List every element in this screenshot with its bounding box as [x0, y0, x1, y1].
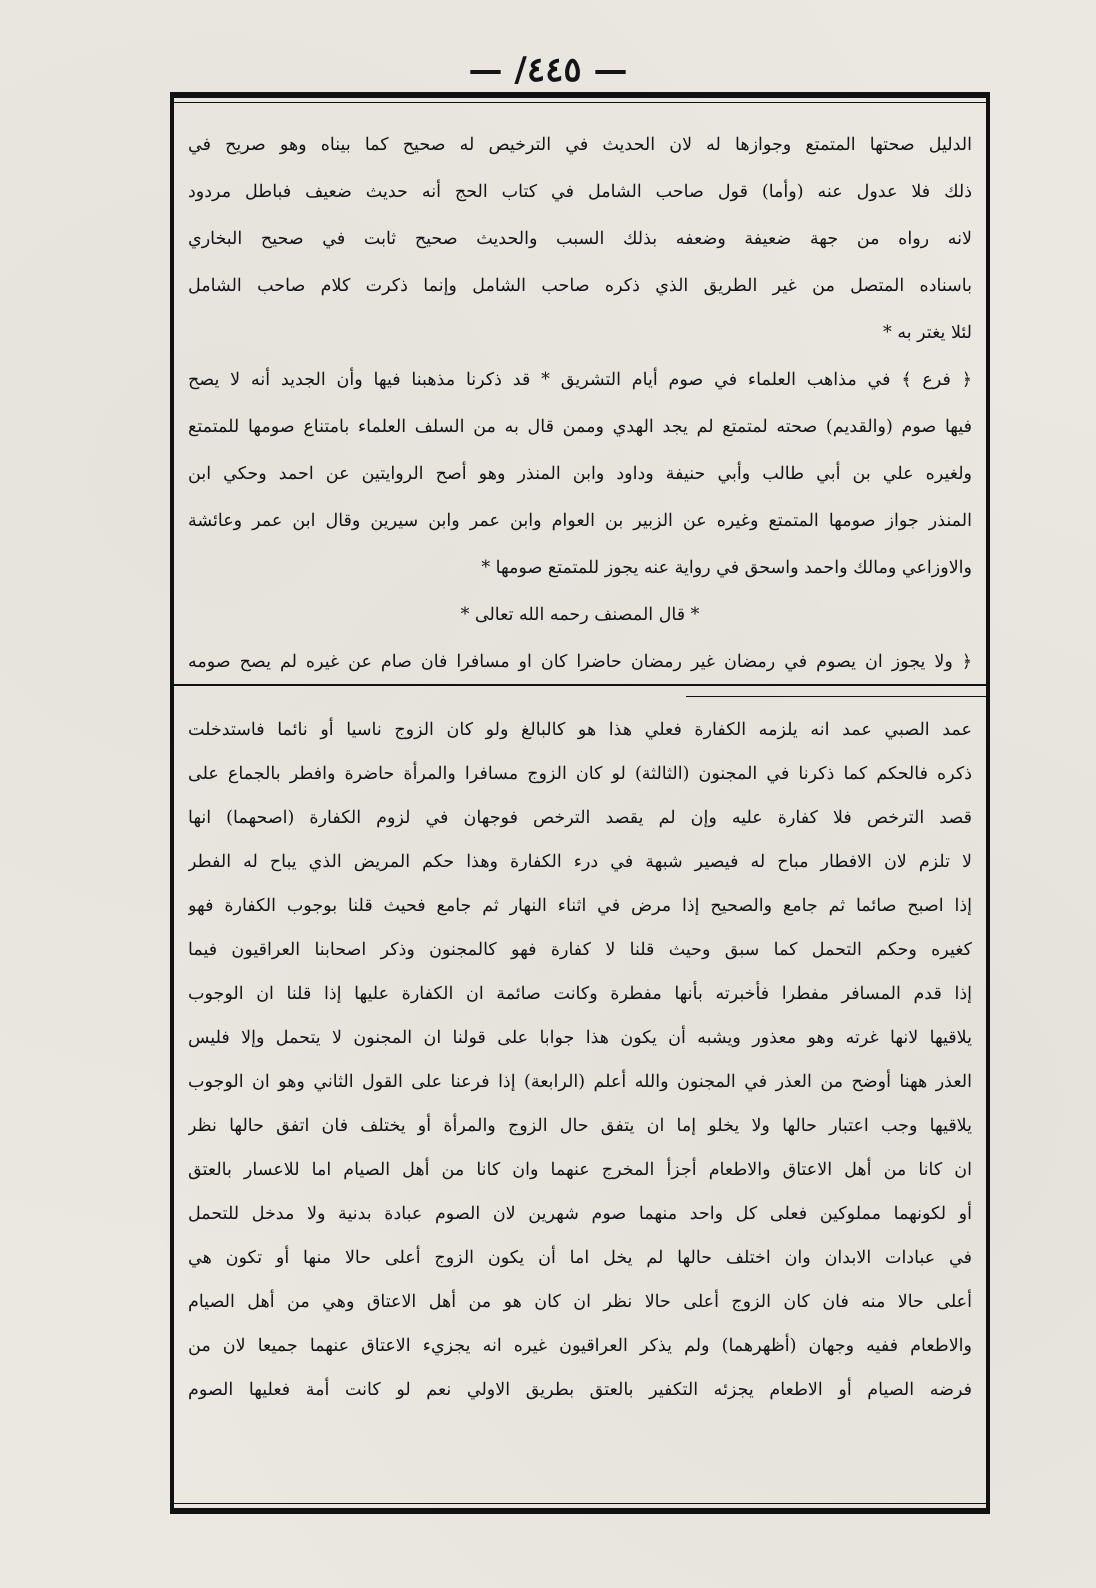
text-line: ذلك فلا عدول عنه (وأما) قول صاحب الشامل في كتاب الحج أنه حديث ضعيف فباطل مردود [188, 182, 972, 202]
text-line: قصد الترخص فلا كفارة عليه وإن لم يقصد الترخص فوجهان في لزوم الكفارة (اصحهما) انها [188, 808, 972, 828]
text-line: الدليل صحتها المتمتع وجوازها له لان الحديث في الترخيص له صحيح كما بيناه وهو صريح في [188, 135, 972, 155]
text-line: إذا اصبح صائما ثم جامع والصحيح إذا مرض في اثناء النهار ثم جامع فحيث قلنا بوجوب الكفارة فهو [188, 896, 972, 916]
section-divider [174, 684, 986, 686]
text-line: أعلى حالا منه فان كان الزوج أعلى حالا نظر ان كان هو من أهل الاعتاق وهي من أهل الصيام [188, 1292, 972, 1312]
text-line: يلاقيها لانها غرته وهو معذور ويشبه أن يكون هذا جوابا على قولنا ان المجنون لا يتحمل وإلا فليس [188, 1028, 972, 1048]
text-line: العذر ههنا أوضح من العذر في المجنون والله أعلم (الرابعة) إذا فرعنا على القول الثاني وهو ان الوجوب [188, 1072, 972, 1092]
text-line: عمد الصبي عمد انه يلزمه الكفارة فعلي هذا هو كالبالغ ولو كان الزوج ناسيا أو نائما فاستدخلت [188, 720, 972, 740]
text-line: ﴿ ولا يجوز ان يصوم في رمضان غير رمضان حاضرا كان او مسافرا فان صام عن غيره لم يصح صومه [188, 652, 972, 672]
text-line: والاطعام ففيه وجهان (أظهرهما) ولم يذكر العراقيون غيره انه يجزيء الاعتاق عنهما جميعا لان من [188, 1336, 972, 1356]
text-line: باسناده المتصل من غير الطريق الذي ذكره صاحب الشامل وإنما ذكرت كلام صاحب الشامل [188, 276, 972, 296]
text-line: فيها صوم (والقديم) صحته لمتمتع لم يجد الهدي وممن قال به من السلف العلماء بامتناع صومها للمتمتع [188, 417, 972, 437]
commentary-text-block [188, 708, 972, 1498]
page-number: — ٤٤٥/ — [468, 50, 628, 90]
text-frame [170, 92, 990, 1514]
text-line: أو لكونهما مملوكين فعلى كل واحد منهما صوم شهرين لان الصوم عبادة بدنية ولا مدخل للتحمل [188, 1204, 972, 1224]
author-heading: * قال المصنف رحمه الله تعالى * [460, 605, 700, 625]
text-line: فرضه الصيام أو الاطعام يجزئه التكفير بالعتق بطريق الاولي نعم لو كانت أمة فعليها الصوم [188, 1380, 972, 1400]
main-text-block [188, 122, 972, 684]
text-line: لئلا يغتر به * [883, 323, 972, 343]
text-line: لا تلزم لان الافطار مباح له فيصير شبهة في درء الكفارة وهذا حكم المريض الذي يباح له الفطر [188, 852, 972, 872]
text-line: في عبادات الابدان وان اختلف حالها لم يخل اما أن يكون الزوج أعلى حالا منها أو تكون هي [188, 1248, 972, 1268]
text-line: والاوزاعي ومالك واحمد واسحق في رواية عنه يجوز للمتمتع صومها * [481, 558, 972, 578]
text-line: ذكره فالحكم كما ذكرنا في المجنون (الثالثة) لو كان الزوج مسافرا والمرأة حاضرة وافطر بالجماع على [188, 764, 972, 784]
text-line: يلاقيها وجب اعتبار حالها ولا يخلو إما ان يتفق حال الزوج والمرأة أو يختلف فان اتفق حالها نظر [188, 1116, 972, 1136]
text-line: ان كانا من أهل الاعتاق والاطعام أجزأ المخرج عنهما وان كانا من أهل الصيام اما للاعسار بالعتق [188, 1160, 972, 1180]
section-divider-short [686, 696, 986, 697]
text-line: ولغيره علي بن أبي طالب وأبي حنيفة وداود وابن المنذر وهو أصح الروايتين عن احمد وحكي ابن [188, 464, 972, 484]
text-line: إذا قدم المسافر مفطرا فأخبرته بأنها مفطرة وكانت صائمة ان الكفارة عليها إذا قلنا ان الوجوب [188, 984, 972, 1004]
text-line: لانه رواه من جهة ضعيفة وضعفه بذلك السبب والحديث صحيح ثابت في صحيح البخاري [188, 229, 972, 249]
section-heading-line: ﴿ فرع ﴾ في مذاهب العلماء في صوم أيام التشريق * قد ذكرنا مذهبنا فيها وأن الجديد أنه لا يصح [188, 370, 972, 390]
text-line: كغيره وحكم التحمل كما سبق وحيث قلنا لا كفارة فهو كالمجنون وذكر اصحابنا العراقيون فيما [188, 940, 972, 960]
text-line: المنذر جواز صومها المتمتع وغيره عن الزبير بن العوام وابن عمر وابن سيرين وقال ابن عمر وعائشة [188, 511, 972, 531]
